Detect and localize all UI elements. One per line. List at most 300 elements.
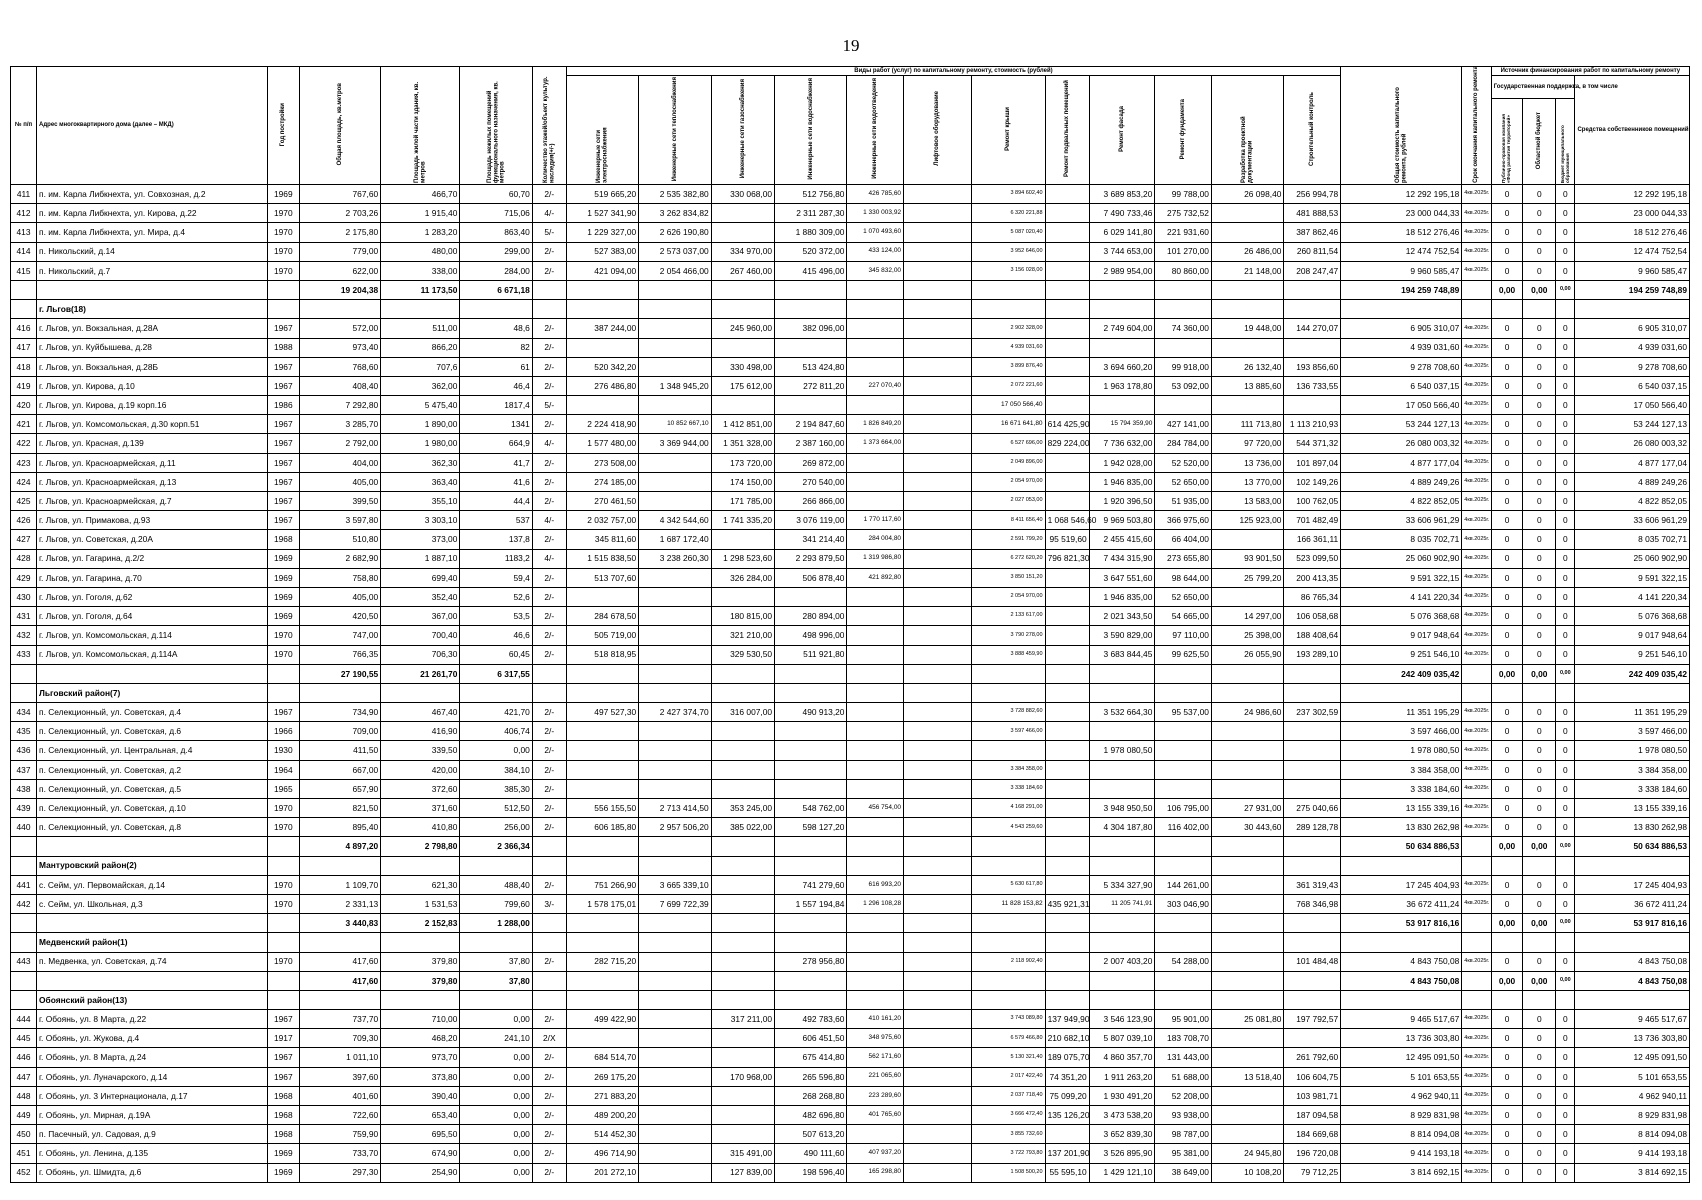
cell-w11: 25 081,80 — [1211, 1010, 1283, 1029]
cell-w4: 382 096,00 — [775, 319, 847, 338]
empty-cell — [971, 914, 1045, 933]
cell-w10 — [1155, 396, 1212, 415]
empty-cell — [267, 933, 299, 952]
cell-w9 — [1089, 338, 1155, 357]
table-row — [11, 741, 1690, 760]
cell-w7: 3 156 028,00 — [971, 261, 1045, 280]
cell-w12: 166 361,11 — [1284, 530, 1341, 549]
cell-f3: 0 — [1556, 703, 1575, 722]
cell-nonres: 44,4 — [460, 492, 532, 511]
empty-cell — [1462, 933, 1491, 952]
empty-cell — [1575, 856, 1690, 875]
cell-f4: 3 814 692,15 — [1575, 1163, 1690, 1182]
col-w6-label: Лифтовое оборудование — [934, 91, 941, 167]
empty-cell — [971, 856, 1045, 875]
cell-w5 — [847, 472, 904, 491]
cell-w10: 52 650,00 — [1155, 472, 1212, 491]
cell-w11 — [1211, 396, 1283, 415]
cell-living: 466,70 — [381, 185, 460, 204]
cell-w12 — [1284, 722, 1341, 741]
cell-w7: 6 579 466,80 — [971, 1029, 1045, 1048]
cell-w9: 2 021 343,50 — [1089, 607, 1155, 626]
cell-f2: 0 — [1523, 472, 1556, 491]
cell-w6 — [904, 453, 972, 472]
cell-total: 722,60 — [299, 1106, 381, 1125]
empty-cell — [1155, 837, 1212, 856]
cell-addr: п. Селекционный, ул. Советская, д.2 — [37, 760, 268, 779]
cell-f1: 0 — [1491, 1106, 1523, 1125]
cell-f3: 0 — [1556, 799, 1575, 818]
cell-nonres: 299,00 — [460, 242, 532, 261]
cell-total: 572,00 — [299, 319, 381, 338]
cell-w4: 198 596,40 — [775, 1163, 847, 1182]
cell-cost: 9 017 948,64 — [1341, 626, 1462, 645]
cell-w11: 24 986,60 — [1211, 703, 1283, 722]
cell-year: 1970 — [267, 818, 299, 837]
empty-cell — [711, 280, 774, 299]
col-w8-header — [1045, 76, 1089, 185]
empty-cell — [1575, 990, 1690, 1009]
cell-total: 2 682,90 — [299, 549, 381, 568]
cell-w5 — [847, 722, 904, 741]
cell-living: 511,00 — [381, 319, 460, 338]
cell-w1: 2 224 418,90 — [566, 415, 638, 434]
cell-f2: 0 — [1523, 319, 1556, 338]
cell-f1: 0 — [1491, 453, 1523, 472]
cell-cost: 5 076 368,68 — [1341, 607, 1462, 626]
subtotal-row — [11, 837, 1690, 856]
cell-w2 — [639, 607, 711, 626]
empty-cell — [1155, 971, 1212, 990]
cell-w3: 315 491,00 — [711, 1144, 774, 1163]
cell-f2: 0 — [1523, 1086, 1556, 1105]
subtotal-f2: 0,00 — [1523, 971, 1556, 990]
col-w11-label: Разработка проектной документации — [1241, 116, 1254, 183]
table-row — [11, 415, 1690, 434]
cell-w7: 3 790 278,00 — [971, 626, 1045, 645]
cell-total: 7 292,80 — [299, 396, 381, 415]
cell-term: 4кв.2025г. — [1462, 626, 1491, 645]
cell-w12 — [1284, 741, 1341, 760]
cell-addr: г. Льгов, ул. Вокзальная, д.28Б — [37, 357, 268, 376]
cell-f3: 0 — [1556, 1029, 1575, 1048]
cell-f2: 0 — [1523, 376, 1556, 395]
cell-f4: 4 141 220,34 — [1575, 587, 1690, 606]
cell-w10 — [1155, 741, 1212, 760]
cell-f3: 0 — [1556, 760, 1575, 779]
empty-cell — [1211, 280, 1283, 299]
table-row — [11, 568, 1690, 587]
cell-total: 510,80 — [299, 530, 381, 549]
cell-w2 — [639, 760, 711, 779]
cell-w7: 6 527 696,00 — [971, 434, 1045, 453]
cell-f4: 8 814 094,08 — [1575, 1125, 1690, 1144]
cell-w5 — [847, 492, 904, 511]
cell-term: 4кв.2025г. — [1462, 1106, 1491, 1125]
cell-year: 1970 — [267, 223, 299, 242]
cell-living: 467,40 — [381, 703, 460, 722]
cell-w11: 111 713,80 — [1211, 415, 1283, 434]
cell-f1: 0 — [1491, 1010, 1523, 1029]
cell-addr: г. Обоянь, ул. 8 Марта, д.22 — [37, 1010, 268, 1029]
subtotal-cost: 53 917 816,16 — [1341, 914, 1462, 933]
empty-cell — [775, 856, 847, 875]
cell-w11: 30 443,60 — [1211, 818, 1283, 837]
cell-living: 699,40 — [381, 568, 460, 587]
cell-w1: 284 678,50 — [566, 607, 638, 626]
cell-w4: 512 756,80 — [775, 185, 847, 204]
cell-nonres: 60,70 — [460, 185, 532, 204]
cell-w5: 1 330 003,92 — [847, 204, 904, 223]
empty-cell — [1491, 933, 1523, 952]
cell-w2 — [639, 319, 711, 338]
cell-total: 411,50 — [299, 741, 381, 760]
cell-w4: 490 111,60 — [775, 1144, 847, 1163]
cell-nonres: 1183,2 — [460, 549, 532, 568]
cell-nonres: 1817,4 — [460, 396, 532, 415]
cell-w9: 4 304 187,80 — [1089, 818, 1155, 837]
cell-w1: 518 818,95 — [566, 645, 638, 664]
empty-cell — [1211, 664, 1283, 683]
cell-w8: 614 425,90 — [1045, 415, 1089, 434]
cell-living: 1 887,10 — [381, 549, 460, 568]
empty-cell — [971, 971, 1045, 990]
cell-term: 4кв.2025г. — [1462, 319, 1491, 338]
cell-w3: 334 970,00 — [711, 242, 774, 261]
cell-f1: 0 — [1491, 261, 1523, 280]
cell-year: 1969 — [267, 185, 299, 204]
cell-addr: г. Льгов, ул. Кирова, д.10 — [37, 376, 268, 395]
cell-addr: г. Льгов, ул. Красноармейская, д.11 — [37, 453, 268, 472]
cell-w4: 278 956,80 — [775, 952, 847, 971]
cell-w3: 329 530,50 — [711, 645, 774, 664]
table-row — [11, 261, 1690, 280]
cell-cost: 4 939 031,60 — [1341, 338, 1462, 357]
cell-w5: 616 993,20 — [847, 875, 904, 894]
cell-w4 — [775, 338, 847, 357]
empty-cell — [532, 933, 566, 952]
cell-total: 2 175,80 — [299, 223, 381, 242]
cell-f3: 0 — [1556, 415, 1575, 434]
cell-w6 — [904, 185, 972, 204]
cell-f4: 8 035 702,71 — [1575, 530, 1690, 549]
empty-cell — [299, 300, 381, 319]
cell-n: 430 — [11, 587, 37, 606]
cell-w1 — [566, 779, 638, 798]
cell-f1: 0 — [1491, 376, 1523, 395]
cell-nonres: 0,00 — [460, 1125, 532, 1144]
cell-nonres: 60,45 — [460, 645, 532, 664]
cell-n: 428 — [11, 549, 37, 568]
col-total-cost-header — [1341, 67, 1462, 185]
empty-cell — [37, 664, 268, 683]
cell-f1: 0 — [1491, 223, 1523, 242]
cell-living: 653,40 — [381, 1106, 460, 1125]
cell-w6 — [904, 204, 972, 223]
cell-w1 — [566, 396, 638, 415]
cell-addr: г. Льгов, ул. Гоголя, д.62 — [37, 587, 268, 606]
cell-f3: 0 — [1556, 530, 1575, 549]
cell-w12: 260 811,54 — [1284, 242, 1341, 261]
cell-w2 — [639, 722, 711, 741]
cell-year: 1969 — [267, 1163, 299, 1182]
cell-w3 — [711, 223, 774, 242]
cell-nonres: 241,10 — [460, 1029, 532, 1048]
cell-w2: 2 957 506,20 — [639, 818, 711, 837]
subtotal-f1: 0,00 — [1491, 280, 1523, 299]
cell-w7: 17 050 566,40 — [971, 396, 1045, 415]
table-row — [11, 1067, 1690, 1086]
cell-w1: 276 486,80 — [566, 376, 638, 395]
cell-w9 — [1089, 722, 1155, 741]
empty-cell — [460, 990, 532, 1009]
empty-cell — [532, 280, 566, 299]
empty-cell — [11, 664, 37, 683]
cell-w7: 3 855 732,60 — [971, 1125, 1045, 1144]
empty-cell — [639, 933, 711, 952]
cell-total: 397,60 — [299, 1067, 381, 1086]
group-heading: Льговский район(7) — [37, 683, 268, 702]
empty-cell — [566, 280, 638, 299]
cell-w1 — [566, 760, 638, 779]
cell-total: 973,40 — [299, 338, 381, 357]
cell-floors: 2/- — [532, 1125, 566, 1144]
cell-w8: 55 595,10 — [1045, 1163, 1089, 1182]
cell-w5: 223 289,60 — [847, 1086, 904, 1105]
cell-w8: 137 201,90 — [1045, 1144, 1089, 1163]
cell-f2: 0 — [1523, 242, 1556, 261]
cell-f1: 0 — [1491, 760, 1523, 779]
cell-w10: 52 650,00 — [1155, 587, 1212, 606]
cell-f2: 0 — [1523, 607, 1556, 626]
cell-term: 4кв.2025г. — [1462, 1048, 1491, 1067]
col-num-header — [11, 67, 37, 185]
cell-total: 657,90 — [299, 779, 381, 798]
cell-f3: 0 — [1556, 894, 1575, 913]
cell-w4: 341 214,40 — [775, 530, 847, 549]
cell-w3: 321 210,00 — [711, 626, 774, 645]
cell-nonres: 0,00 — [460, 741, 532, 760]
cell-w5: 426 785,60 — [847, 185, 904, 204]
gov-support-label: Государственная поддержка, в том числе — [1493, 83, 1618, 90]
cell-w12 — [1284, 1029, 1341, 1048]
cell-w8: 829 224,00 — [1045, 434, 1089, 453]
cell-cost: 8 814 094,08 — [1341, 1125, 1462, 1144]
cell-w6 — [904, 818, 972, 837]
cell-n: 412 — [11, 204, 37, 223]
empty-cell — [11, 280, 37, 299]
col-w10-header — [1155, 76, 1212, 185]
cell-n: 433 — [11, 645, 37, 664]
empty-cell — [1523, 300, 1556, 319]
col-w4-label: Инженерные сети водоснабжения — [807, 78, 814, 180]
table-row — [11, 338, 1690, 357]
cell-floors: 2/- — [532, 415, 566, 434]
cell-n: 437 — [11, 760, 37, 779]
cell-addr: г. Льгов, ул. Комсомольская, д.114 — [37, 626, 268, 645]
cell-w3 — [711, 1106, 774, 1125]
empty-cell — [711, 990, 774, 1009]
subtotal-cost: 194 259 748,89 — [1341, 280, 1462, 299]
empty-cell — [971, 664, 1045, 683]
cell-w9: 2 749 604,00 — [1089, 319, 1155, 338]
cell-w5: 284 004,80 — [847, 530, 904, 549]
cell-f3: 0 — [1556, 357, 1575, 376]
cell-w2: 2 626 190,80 — [639, 223, 711, 242]
cell-n: 426 — [11, 511, 37, 530]
cell-w6 — [904, 549, 972, 568]
cell-n: 447 — [11, 1067, 37, 1086]
cell-f3: 0 — [1556, 223, 1575, 242]
cell-f4: 9 591 322,15 — [1575, 568, 1690, 587]
cell-w4: 598 127,20 — [775, 818, 847, 837]
cell-living: 710,00 — [381, 1010, 460, 1029]
cell-w7: 6 320 221,88 — [971, 204, 1045, 223]
cell-w8 — [1045, 760, 1089, 779]
subtotal-total: 417,60 — [299, 971, 381, 990]
empty-cell — [1045, 683, 1089, 702]
cell-w3: 267 460,00 — [711, 261, 774, 280]
cell-floors: 2/- — [532, 722, 566, 741]
cell-w8: 210 682,10 — [1045, 1029, 1089, 1048]
cell-w5 — [847, 357, 904, 376]
cell-term: 4кв.2025г. — [1462, 779, 1491, 798]
empty-cell — [1089, 280, 1155, 299]
cell-n: 431 — [11, 607, 37, 626]
cell-term: 4кв.2025г. — [1462, 1029, 1491, 1048]
cell-w7: 2 054 970,00 — [971, 587, 1045, 606]
cell-cost: 8 929 831,98 — [1341, 1106, 1462, 1125]
cell-w10: 54 665,00 — [1155, 607, 1212, 626]
cell-total: 2 792,00 — [299, 434, 381, 453]
cell-w8 — [1045, 223, 1089, 242]
empty-cell — [1211, 300, 1283, 319]
cell-living: 410,80 — [381, 818, 460, 837]
cell-w1: 556 155,50 — [566, 799, 638, 818]
subtotal-f4: 53 917 816,16 — [1575, 914, 1690, 933]
cell-w8 — [1045, 472, 1089, 491]
cell-floors: 2/- — [532, 1106, 566, 1125]
group-heading: Обоянский район(13) — [37, 990, 268, 1009]
cell-w11 — [1211, 1048, 1283, 1067]
cell-year: 1968 — [267, 1125, 299, 1144]
subtotal-total: 19 204,38 — [299, 280, 381, 299]
cell-year: 1970 — [267, 626, 299, 645]
cell-f2: 0 — [1523, 587, 1556, 606]
cell-w3 — [711, 396, 774, 415]
cell-w11: 97 720,00 — [1211, 434, 1283, 453]
cell-f1: 0 — [1491, 511, 1523, 530]
empty-cell — [971, 933, 1045, 952]
cell-cost: 11 351 195,29 — [1341, 703, 1462, 722]
cell-w7: 3 338 184,60 — [971, 779, 1045, 798]
cell-living: 707,6 — [381, 357, 460, 376]
cell-term: 4кв.2025г. — [1462, 530, 1491, 549]
table-row — [11, 1163, 1690, 1182]
cell-w11: 19 448,00 — [1211, 319, 1283, 338]
empty-cell — [971, 683, 1045, 702]
cell-w6 — [904, 1106, 972, 1125]
cell-f2: 0 — [1523, 818, 1556, 837]
table-row — [11, 760, 1690, 779]
subtotal-nonres: 37,80 — [460, 971, 532, 990]
empty-cell — [1575, 300, 1690, 319]
empty-cell — [1089, 856, 1155, 875]
cell-w2: 2 427 374,70 — [639, 703, 711, 722]
cell-f1: 0 — [1491, 242, 1523, 261]
cell-w6 — [904, 223, 972, 242]
cell-total: 895,40 — [299, 818, 381, 837]
table-row — [11, 530, 1690, 549]
gov-support-header — [1491, 76, 1618, 99]
col-address-header — [37, 67, 268, 185]
cell-nonres: 664,9 — [460, 434, 532, 453]
cell-w7: 3 743 089,80 — [971, 1010, 1045, 1029]
cell-nonres: 799,60 — [460, 894, 532, 913]
cell-w10: 99 918,00 — [1155, 357, 1212, 376]
cell-floors: 2/- — [532, 760, 566, 779]
cell-f2: 0 — [1523, 1163, 1556, 1182]
cell-w4: 490 913,20 — [775, 703, 847, 722]
empty-cell — [1045, 856, 1089, 875]
cell-w5 — [847, 338, 904, 357]
table-header — [11, 67, 1690, 185]
cell-year: 1967 — [267, 703, 299, 722]
cell-floors: 2/- — [532, 185, 566, 204]
cell-floors: 2/- — [532, 1163, 566, 1182]
cell-floors: 2/- — [532, 568, 566, 587]
cell-w9: 5 807 039,10 — [1089, 1029, 1155, 1048]
cell-addr: с. Сейм, ул. Первомайская, д.14 — [37, 875, 268, 894]
cell-w12 — [1284, 396, 1341, 415]
cell-w9: 6 029 141,80 — [1089, 223, 1155, 242]
subtotal-f2: 0,00 — [1523, 837, 1556, 856]
empty-cell — [904, 280, 972, 299]
cell-w9: 3 590 829,00 — [1089, 626, 1155, 645]
cell-w3 — [711, 875, 774, 894]
empty-cell — [1089, 664, 1155, 683]
cell-w4 — [775, 587, 847, 606]
empty-cell — [267, 664, 299, 683]
cell-w3: 316 007,00 — [711, 703, 774, 722]
cell-w2 — [639, 587, 711, 606]
cell-w11: 93 901,50 — [1211, 549, 1283, 568]
cell-term: 4кв.2025г. — [1462, 587, 1491, 606]
cell-f2: 0 — [1523, 185, 1556, 204]
cell-w1 — [566, 741, 638, 760]
cell-w6 — [904, 741, 972, 760]
cell-w6 — [904, 779, 972, 798]
cell-f2: 0 — [1523, 952, 1556, 971]
cell-w9: 3 546 123,90 — [1089, 1010, 1155, 1029]
table-row — [11, 722, 1690, 741]
cell-term: 4кв.2025г. — [1462, 607, 1491, 626]
cell-w8 — [1045, 357, 1089, 376]
cell-w4: 675 414,80 — [775, 1048, 847, 1067]
cell-living: 695,50 — [381, 1125, 460, 1144]
subtotal-f3: 0,00 — [1556, 971, 1575, 990]
empty-cell — [971, 300, 1045, 319]
cell-w3: 127 839,00 — [711, 1163, 774, 1182]
empty-cell — [1462, 971, 1491, 990]
group-spacer — [11, 300, 37, 319]
empty-cell — [639, 683, 711, 702]
cell-w4: 513 424,80 — [775, 357, 847, 376]
cell-f3: 0 — [1556, 568, 1575, 587]
cell-w6 — [904, 587, 972, 606]
empty-cell — [381, 933, 460, 952]
cell-w9: 7 490 733,46 — [1089, 204, 1155, 223]
